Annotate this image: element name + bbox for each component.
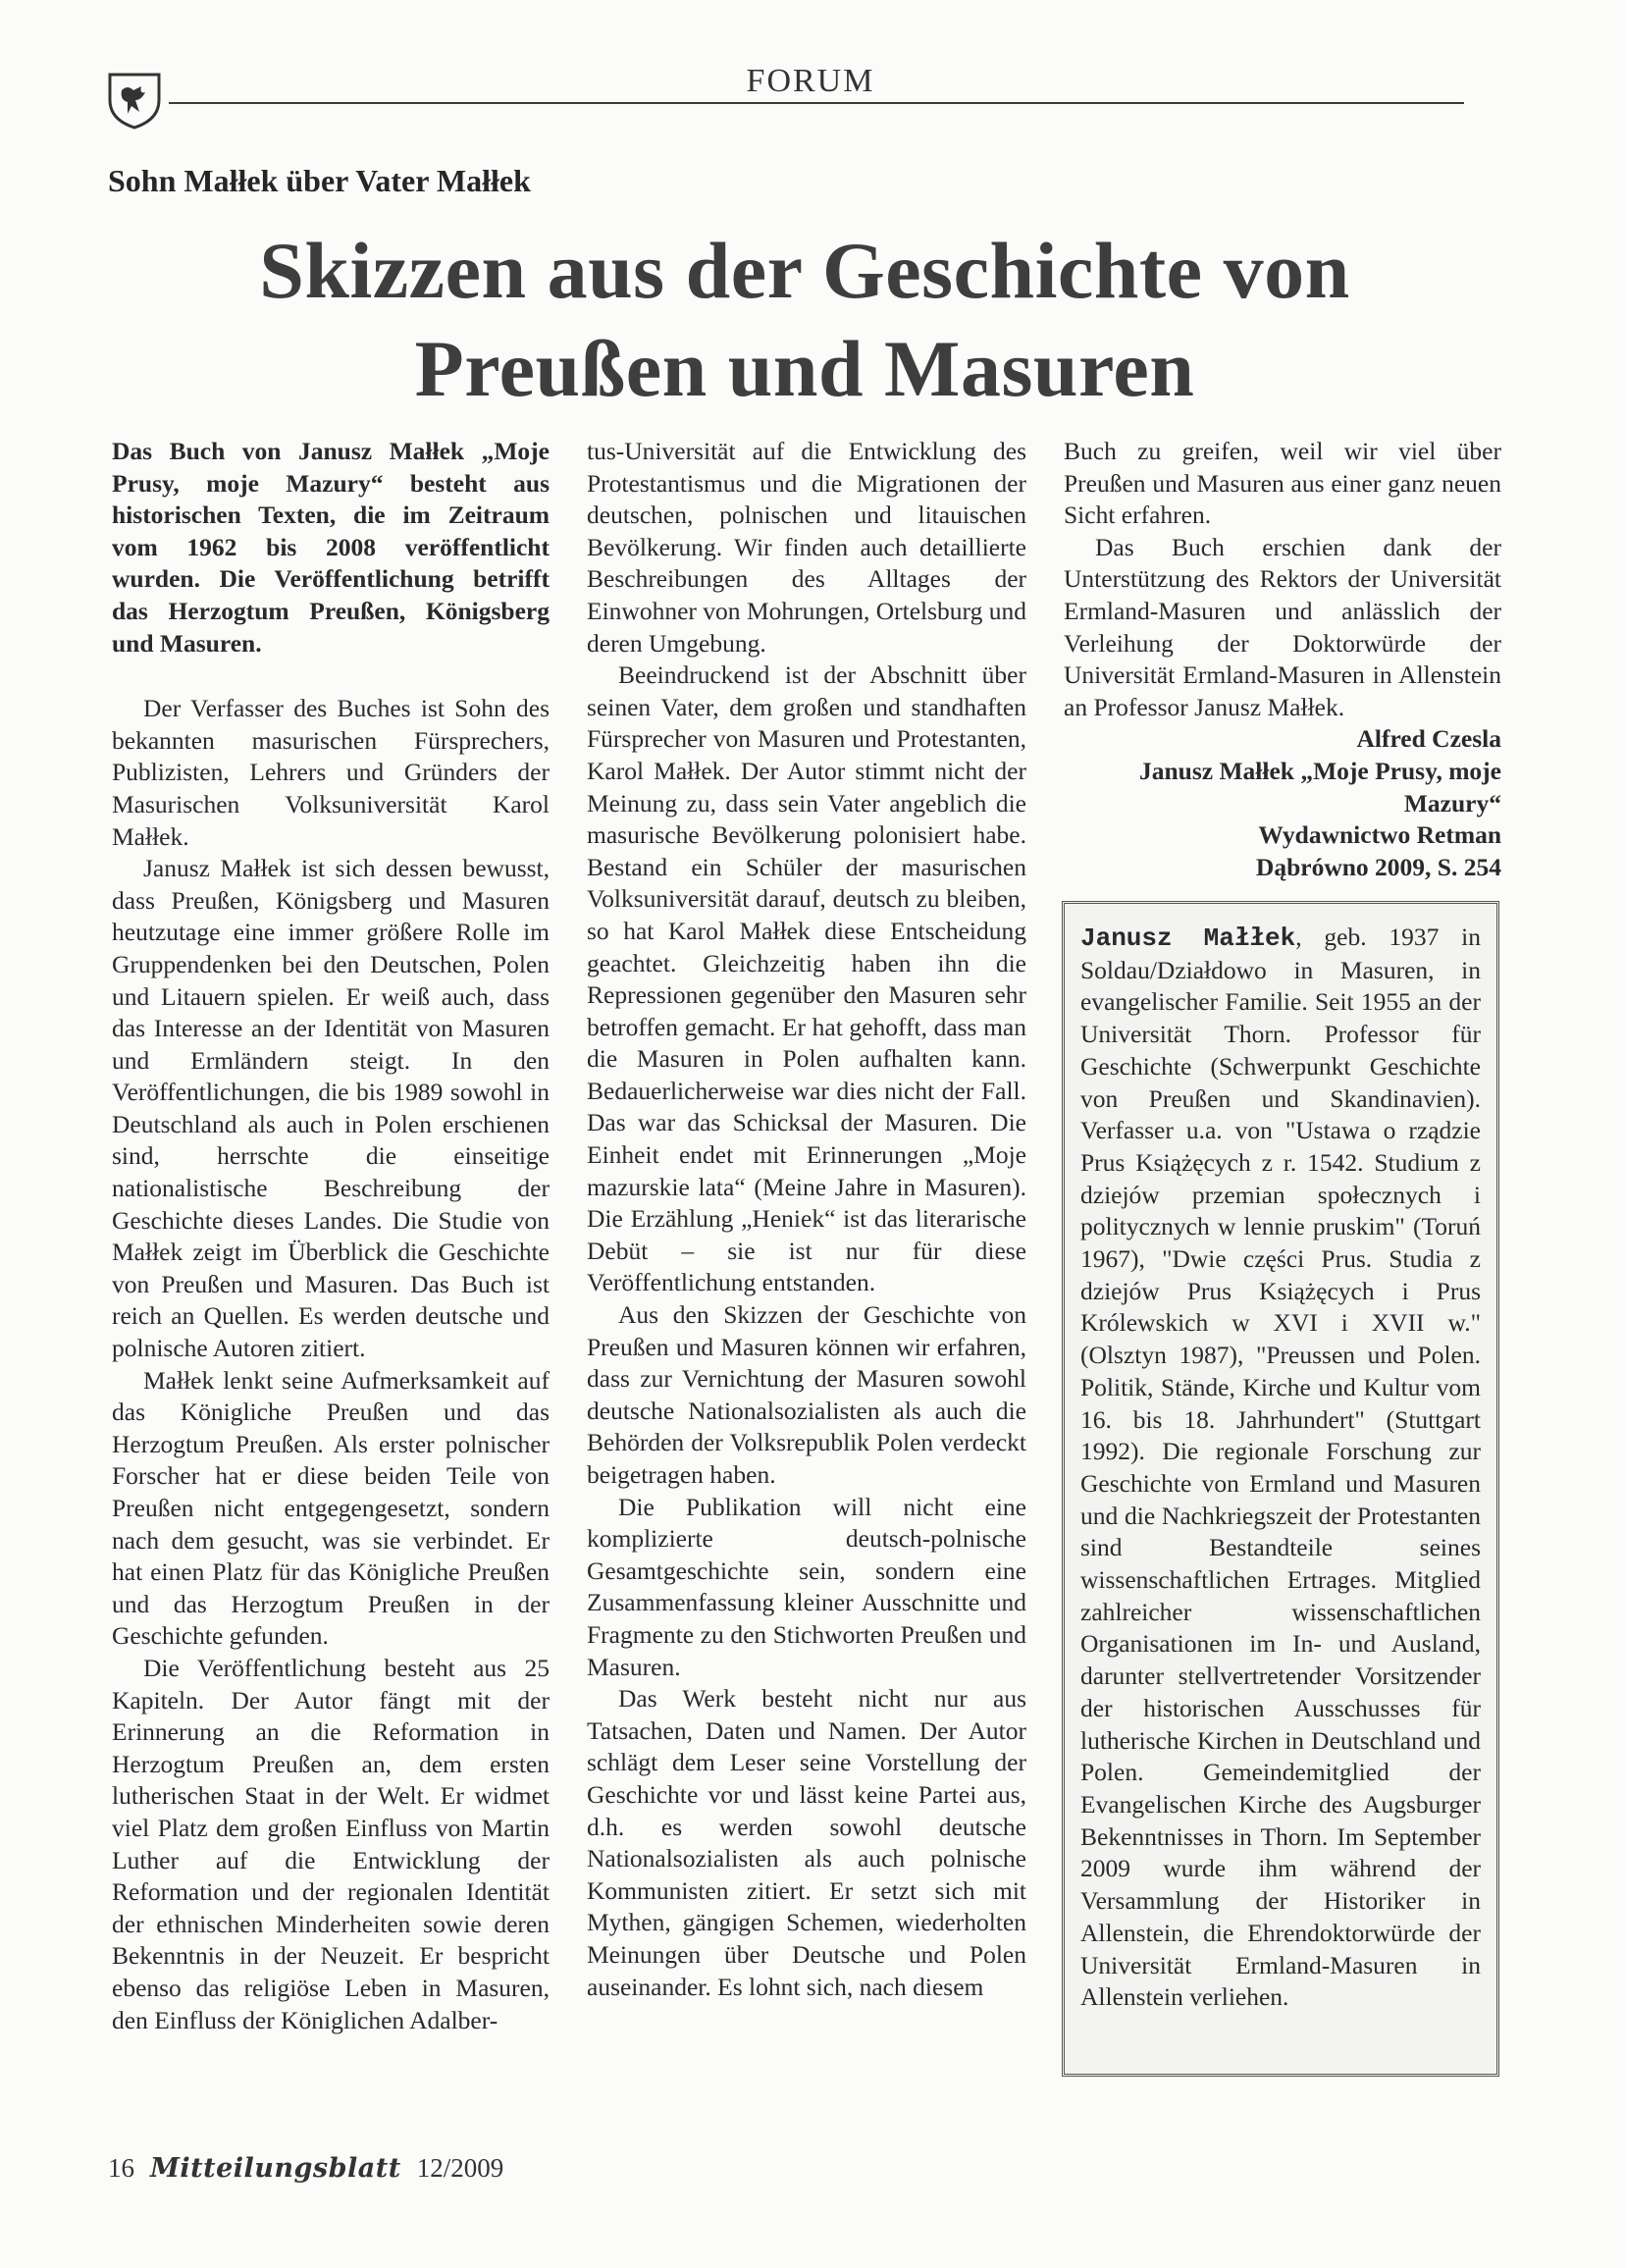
article-credit: [1064, 723, 1501, 883]
article-column-1: [112, 436, 550, 2036]
article-paragraph: Das Buch erschien dank der Unterstützung des Rektors der Universität Ermland-Masuren und anlässlich der Verleihung der Doktorwürde der Universität Ermland-Masuren in Allenstein an Professor Janusz Małłek.: [1064, 532, 1501, 721]
section-name: FORUM: [0, 63, 1625, 100]
article-headline: [108, 222, 1501, 418]
article-lead: Das Buch von Janusz Małłek „Moje Prusy, moje Mazury“ besteht aus historischen Texten, die im Zeitraum vom 1962 bis 2008 veröffentlicht wurden. Die Veröffentlichung betrifft das Herzogtum Preußen, Königsberg und Masuren.: [112, 437, 550, 658]
article-paragraph: Die Publikation will nicht eine komplizierte deutsch-polnische Gesamtgeschichte sein, sondern eine Zusammenfassung kleiner Ausschnitte und Fragmente zu den Stichworten Preußen und Masuren.: [587, 1492, 1026, 1681]
page-number: 16: [108, 2153, 134, 2183]
article-paragraph: Das Werk besteht nicht nur aus Tatsachen, Daten und Namen. Der Autor schlägt dem Leser seine Vorstellung der Geschichte vor und lässt keine Partei aus, d.h. es werden sowohl deutsche Nationalsozialisten als auch polnische Kommunisten zitiert. Er setzt sich mit Mythen, gängigen Schemen, wiederholten Meinungen über Deutsche und Polen auseinander. Es lohnt sich, nach diesem: [587, 1684, 1026, 2001]
article-paragraph: Janusz Małłek ist sich dessen bewusst, dass Preußen, Königsberg und Masuren heutzutage eine immer größere Rolle im Gruppendenken bei den Deutschen, Polen und Litauern spielen. Er weiß auch, dass das Interesse an der Identität von Masuren und Ermländern steigt. In den Veröffentlichungen, die bis 1989 sowohl in Deutschland als auch in Polen erschienen sind, herrschte die einseitige nationalistische Beschreibung der Geschichte dieses Landes. Die Studie von Małłek zeigt im Überblick die Geschichte von Preußen und Masuren. Das Buch ist reich an Quellen. Es werden deutsche und polnische Autoren zitiert.: [112, 854, 550, 1363]
headline-line-1: Skizzen aus der Geschichte von: [259, 226, 1350, 315]
article-paragraph: Der Verfasser des Buches ist Sohn des bekannten masurischen Fürsprechers, Publizisten, Lehrers und Gründers der Masurischen Volksuniversität Karol Małłek.: [112, 694, 550, 851]
credit-book-title-2: Mazury“: [1403, 788, 1501, 818]
credit-author: Alfred Czesla: [1356, 724, 1501, 754]
page-footer: [108, 2153, 503, 2184]
article-paragraph: Beeindruckend ist der Abschnitt über seinen Vater, dem großen und standhaften Fürsprecher von Masuren und Protestanten, Karol Małłek. Der Autor stimmt nicht der Meinung zu, dass sein Vater angeblich die masurische Bevölkerung polonisiert habe. Bestand ein Schüler der masurischen Volksuniversität darauf, deutsch zu bleiben, so hat Karol Małłek diese Entscheidung geachtet. Gleichzeitig haben ihn die Repressionen gegenüber den Masuren sehr betroffen gemacht. Er hat gehofft, dass man die Masuren in Polen aufhalten kann. Bedauerlicherweise war dies nicht der Fall. Das war das Schicksal der Masuren. Die Einheit endet mit Erinnerungen „Moje mazurskie lata“ (Meine Jahre in Masuren). Die Erzählung „Heniek“ ist das literarische Debüt – sie ist nur für diese Veröffentlichung entstanden.: [587, 660, 1026, 1297]
header-rule: [169, 102, 1464, 104]
credit-book-title-1: Janusz Małłek „Moje Prusy, moje: [1139, 756, 1501, 785]
article-paragraph: Małłek lenkt seine Aufmerksamkeit auf das Königliche Preußen und das Herzogtum Preußen. Als erster polnischer Forscher hat er diese beiden Teile von Preußen nicht entgegengesetzt, sondern nach dem gesucht, was sie verbindet. Er hat einen Platz für das Königliche Preußen und das Herzogtum Preußen in der Geschichte gefunden.: [112, 1365, 550, 1651]
credit-place: Dąbrówno 2009, S. 254: [1255, 852, 1501, 881]
article-column-3: [1064, 436, 1501, 883]
issue-number: 12/2009: [416, 2153, 504, 2183]
article-paragraph-continued: tus-Universität auf die Entwicklung des Protestantismus und die Migrationen der deutschen, polnischen und litauischen Bevölkerung. Wir finden auch detaillierte Beschreibungen des Alltages der Einwohner von Mohrungen, Ortelsburg und deren Umgebung.: [587, 437, 1026, 658]
bio-name: Janusz Małłek: [1080, 923, 1296, 953]
credit-publisher: Wydawnictwo Retman: [1258, 820, 1501, 850]
article-kicker: Sohn Małłek über Vater Małłek: [108, 163, 531, 198]
bio-text: , geb. 1937 in Soldau/Działdowo in Masuren, in evangelischer Familie. Seit 1955 an der Universität Thorn. Professor für Geschichte (Schwerpunkt Geschichte von Preußen und Skandinavien). Verfasser u.a. von "Ustawa o rządzie Prus Książęcych z r. 1542. Studium z dziejów przemian społecznych i politycznych w lennie pruskim" (Toruń 1967), "Dwie części Prus. Studia z dziejów Prus Książęcych i Prus Królewskich w XVI i XVII w." (Olsztyn 1987), "Preussen und Polen. Politik, Stände, Kirche und Kultur vom 16. bis 18. Jahrhundert" (Stuttgart 1992). Die regionale Forschung zur Geschichte von Ermland und Masuren und die Nachkriegszeit der Protestanten sind Bestandteile seines wissenschaftlichen Ertrages. Mitglied zahlreicher wissenschaftlichen Organisationen im In- und Ausland, darunter stellvertretender Vorsitzender der historischen Ausschusses für lutherische Kirchen in Deutschland und Polen. Gemeindemitglied der Evangelischen Kirche des Augsburger Bekenntnisses in Thorn. Im September 2009 wurde ihm während der Versammlung der Historiker in Allenstein, die Ehrendoktorwürde der Universität Ermland-Masuren in Allenstein verliehen.: [1080, 923, 1481, 2012]
headline-line-2: Preußen und Masuren: [414, 324, 1195, 413]
article-paragraph-continued: Buch zu greifen, weil wir viel über Preußen und Masuren aus einer ganz neuen Sicht erfahren.: [1064, 437, 1501, 530]
magazine-name: Mitteilungsblatt: [150, 2153, 401, 2184]
article-paragraph: Aus den Skizzen der Geschichte von Preußen und Masuren können wir erfahren, dass zur Vernichtung der Masuren sowohl deutsche Nationalsozialisten als auch die Behörden der Volksrepublik Polen verdeckt beigetragen haben.: [587, 1300, 1026, 1489]
article-paragraph: Die Veröffentlichung besteht aus 25 Kapiteln. Der Autor fängt mit der Erinnerung an die Reformation in Herzogtum Preußen an, dem ersten lutherischen Staat in der Welt. Er widmet viel Platz dem großen Einfluss von Martin Luther auf die Entwicklung der Reformation und der regionalen Identität der ethnischen Minderheiten sowie deren Bekenntnis in der Neuzeit. Er bespricht ebenso das religiöse Leben in Masuren, den Einfluss der Königlichen Adalber-: [112, 1653, 550, 2034]
article-column-2: [587, 436, 1026, 2003]
author-bio-box: [1062, 901, 1499, 2077]
